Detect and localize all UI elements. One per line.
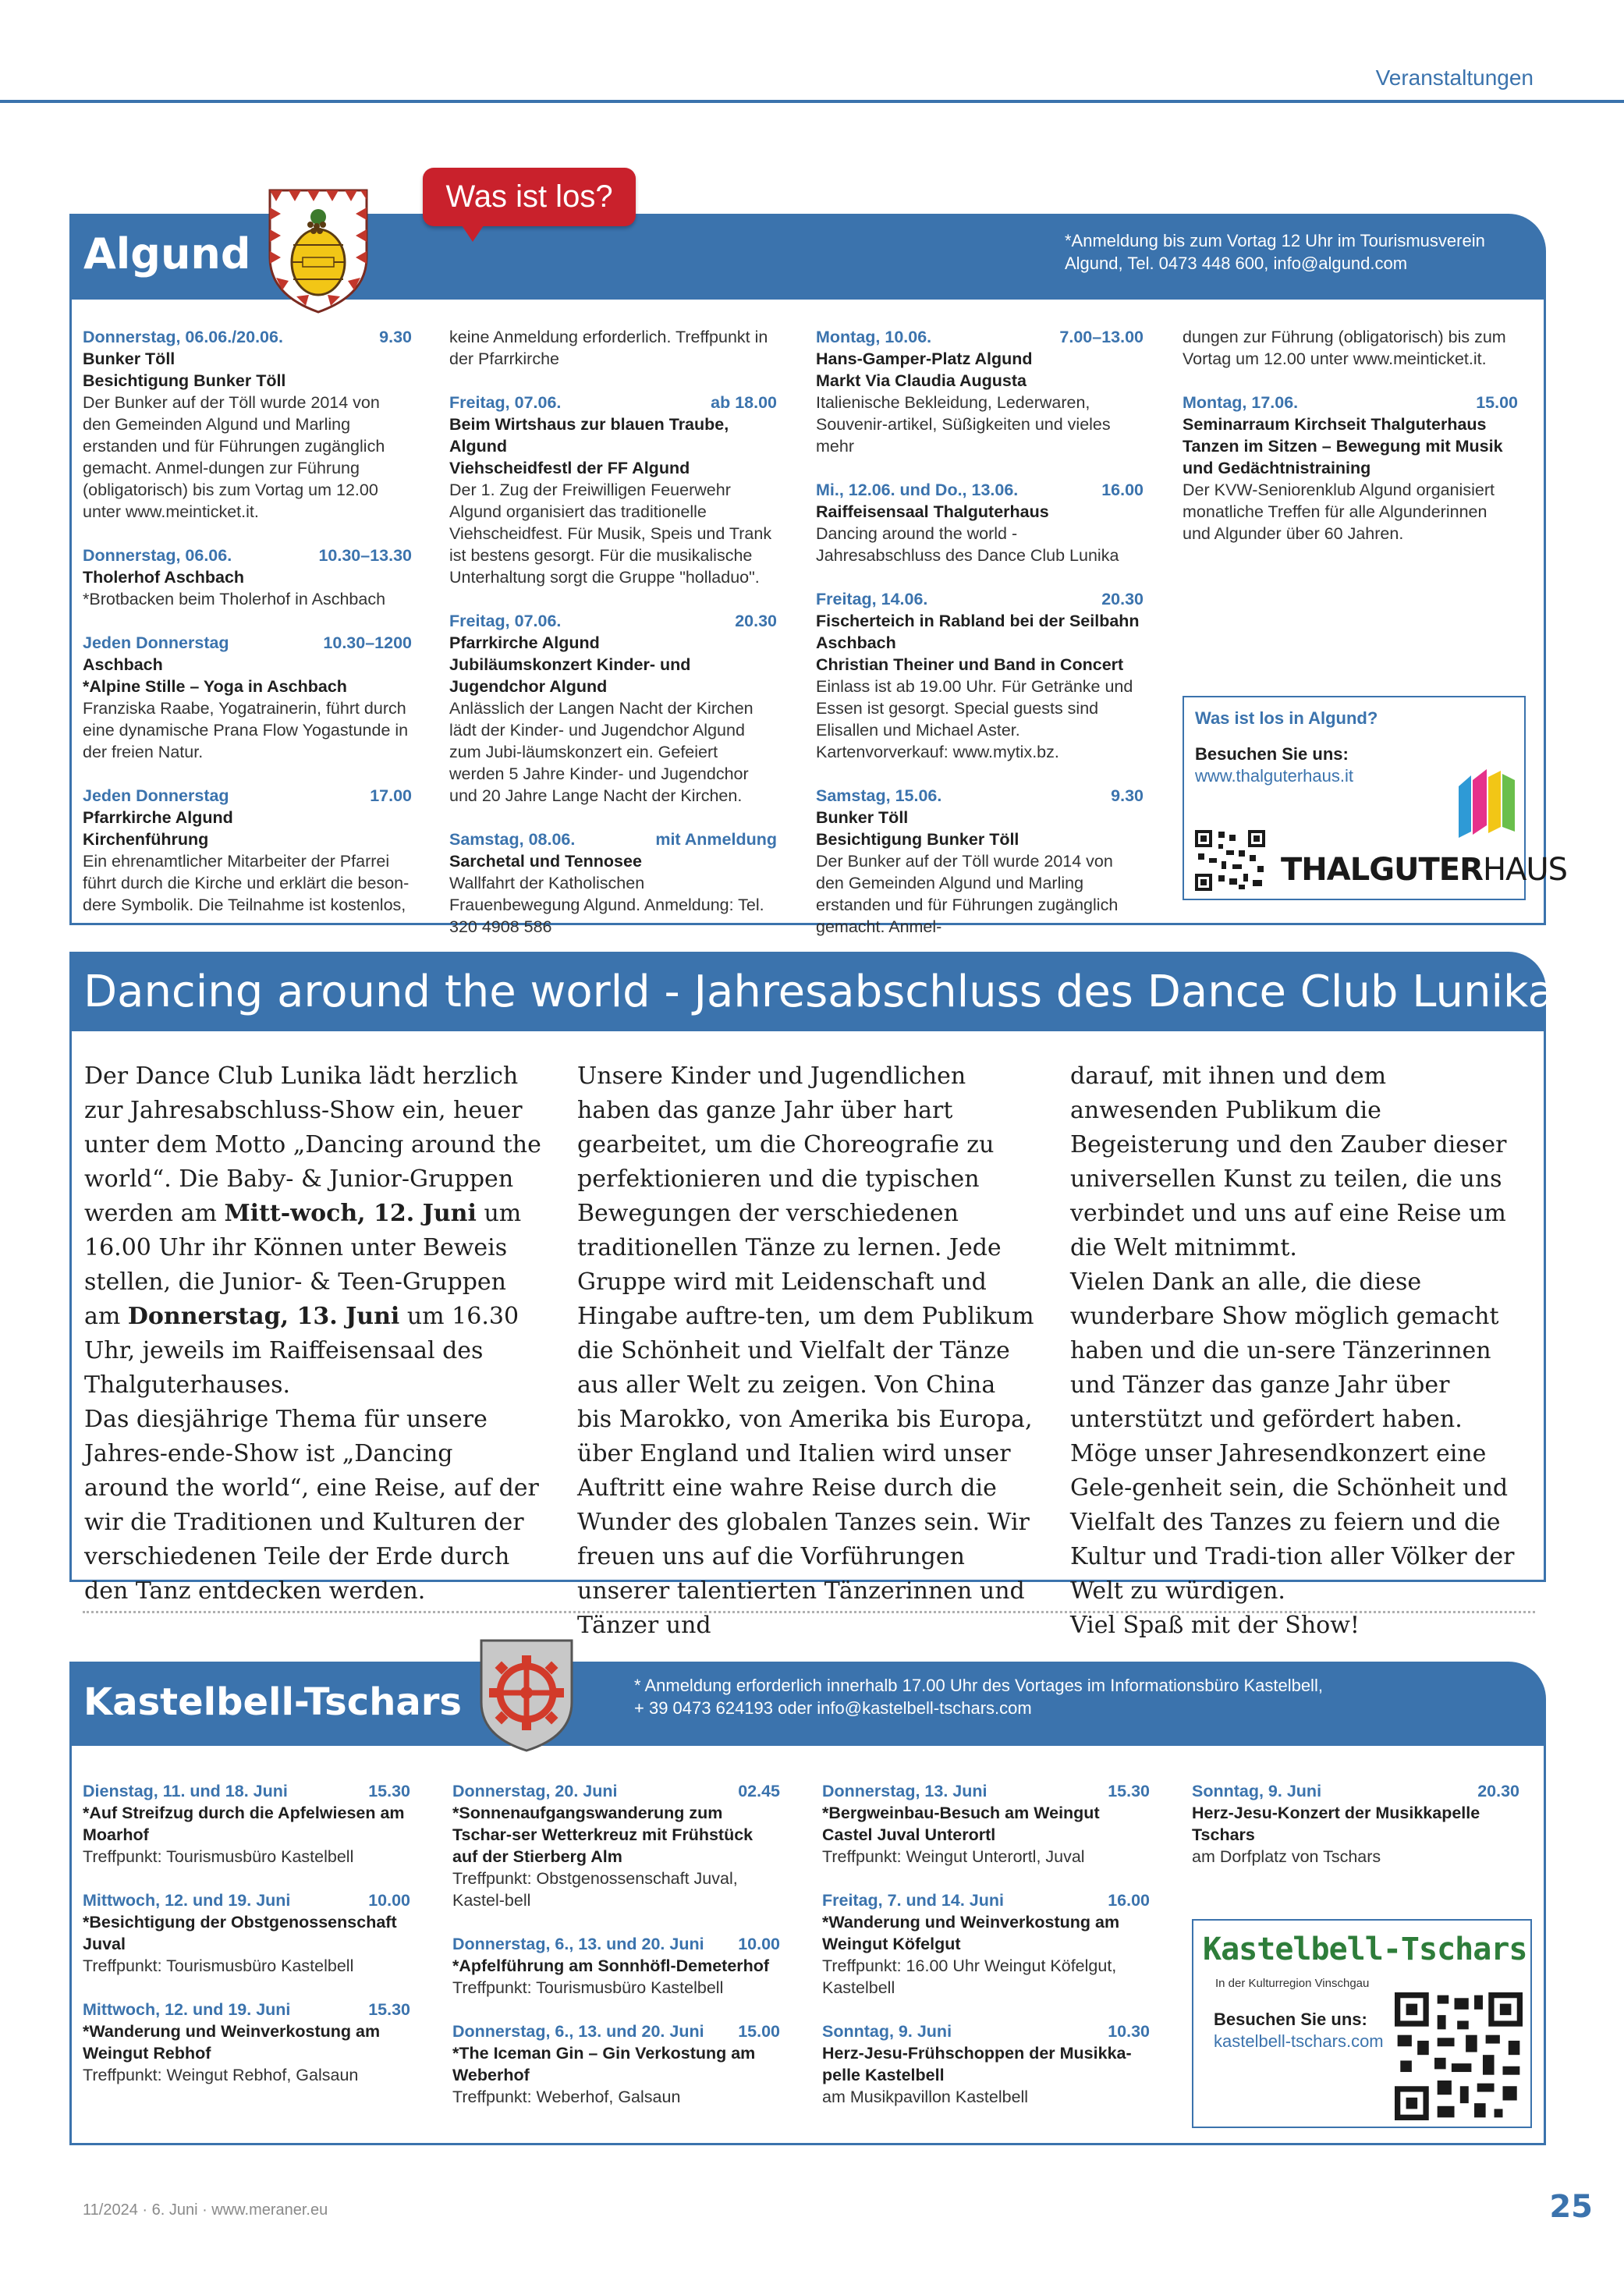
event-description: Der Bunker auf der Töll wurde 2014 von den Gemeinden Algund und Marling erstanden und für Führungen zugänglich gemacht. Anmel-dungen zur Führung (obligatorisch) bis zum Vortag um 12.00 unter www.meinticket.it.	[83, 393, 385, 521]
event-title: Bunker Töll Besichtigung Bunker Töll	[816, 808, 1019, 849]
kastelbell-note-line-1: * Anmeldung erforderlich innerhalb 17.00 Uhr des Vortages im Informationsbüro Kastelbell,	[634, 1676, 1323, 1695]
event-date: Samstag, 08.06.	[449, 830, 576, 849]
event-description: Italienische Bekleidung, Lederwaren, Souvenir-artikel, Süßigkeiten und vieles mehr	[816, 393, 1111, 456]
algund-column-1	[83, 326, 412, 938]
event-description: keine Anmeldung erforderlich. Treffpunkt in der Pfarrkirche	[449, 328, 768, 368]
event-date: Sonntag, 9. Juni	[822, 2022, 952, 2041]
event-item	[83, 545, 412, 610]
algund-column-3	[816, 326, 1144, 960]
event-description: Treffpunkt: Tourismusbüro Kastelbell	[452, 1978, 724, 1997]
event-item	[1183, 326, 1518, 370]
event-date: Jeden Donnerstag	[83, 786, 229, 805]
event-description: Treffpunkt: Tourismusbüro Kastelbell	[83, 1956, 354, 1975]
event-header	[83, 1889, 410, 1911]
event-title: *Besichtigung der Obstgenossenschaft Juval	[83, 1913, 397, 1953]
event-item	[83, 1780, 410, 1868]
kastelbell-banner	[69, 1662, 1546, 1746]
thalguterhaus-wordmark	[1281, 852, 1567, 888]
event-time: 15.30	[368, 1782, 410, 1800]
event-date: Montag, 10.06.	[816, 328, 932, 346]
event-header	[449, 610, 777, 632]
event-date: Donnerstag, 20. Juni	[452, 1782, 618, 1800]
event-title: Tholerhof Aschbach	[83, 568, 245, 587]
wordmark-light: HAUS	[1482, 852, 1568, 888]
event-header	[1192, 1780, 1519, 1802]
algund-note-line-1: *Anmeldung bis zum Vortag 12 Uhr im Tourismusverein	[1065, 231, 1485, 250]
event-date: Jeden Donnerstag	[83, 633, 229, 652]
event-date: Mittwoch, 12. und 19. Juni	[83, 2000, 291, 2019]
feature-text: um 16.30 Uhr, jeweils im Raiffeisensaal des Thalguterhauses.	[84, 1303, 519, 1399]
event-description: Franziska Raabe, Yogatrainerin, führt durch eine dynamische Prana Flow Yogastunde in der freien Natur.	[83, 699, 409, 761]
event-header	[822, 1889, 1150, 1911]
event-title: Seminarraum Kirchseit Thalguterhaus Tanzen im Sitzen – Bewegung mit Musik und Gedächtnistraining	[1183, 415, 1503, 477]
event-title: *Auf Streifzug durch die Apfelwiesen am Moarhof	[83, 1804, 405, 1844]
section-label: Veranstaltungen	[1375, 66, 1534, 90]
kastelbell-infobox	[1192, 1919, 1532, 2128]
event-time: 7.00–13.00	[1059, 328, 1144, 346]
event-item	[449, 326, 777, 370]
page-number: 25	[1549, 2189, 1593, 2225]
kastelbell-column-3	[822, 1780, 1150, 2130]
event-header	[83, 1780, 410, 1802]
event-title: *The Iceman Gin – Gin Verkostung am Weberhof	[452, 2044, 756, 2084]
event-header	[83, 785, 412, 807]
event-title: Pfarrkirche Algund Kirchenführung	[83, 808, 233, 849]
feature-banner	[69, 952, 1555, 1031]
event-header	[816, 785, 1144, 807]
event-time: 15.00	[1476, 393, 1518, 412]
kastelbell-logo: Kastelbell-Tschars	[1203, 1932, 1527, 1967]
infobox-heading: Was ist los in Algund?	[1195, 708, 1378, 728]
event-item	[452, 1780, 780, 1911]
infobox-visit-label: Besuchen Sie uns:	[1195, 744, 1349, 764]
event-header	[449, 392, 777, 413]
event-time: 10.30–13.30	[318, 546, 412, 565]
event-time: 10.30–1200	[323, 633, 412, 652]
kastelbell-title: Kastelbell-Tschars	[83, 1680, 462, 1724]
algund-note	[1065, 229, 1485, 275]
kastelbell-url-link[interactable]: kastelbell-tschars.com	[1214, 2031, 1384, 2051]
feature-text: Vielen Dank an alle, die diese wunderbare Show möglich gemacht haben und die un-sere Tänzerinnen und Tänzer das ganze Jahr über unterstützt und gefördert haben. Möge unser Jahresendkonzert eine Gele-genheit sein, die Schönheit und Vielfalt des Tanzes zu feiern und die Kultur und Tradi-tion aller Völker der Welt zu würdigen.	[1070, 1268, 1515, 1605]
event-date: Sonntag, 9. Juni	[1192, 1782, 1322, 1800]
algund-note-line-2: Algund, Tel. 0473 448 600, info@algund.com	[1065, 254, 1408, 273]
event-header	[452, 2020, 780, 2042]
feature-title: Dancing around the world - Jahresabschluss des Dance Club Lunika	[83, 967, 1555, 1017]
event-date: Donnerstag, 06.06.	[83, 546, 232, 565]
event-header	[816, 326, 1144, 348]
event-time: 10.00	[738, 1935, 780, 1953]
event-description: Wallfahrt der Katholischen Frauenbewegung Algund. Anmeldung: Tel. 320 4908 586	[449, 874, 764, 936]
was-ist-los-bubble: Was ist los?	[423, 168, 636, 226]
event-description: Anlässlich der Langen Nacht der Kirchen lädt der Kinder- und Jugendchor Algund zum Jubi-läumskonzert ein. Gefeiert werden 5 Jahre Kinder- und Jugendchor und 20 Jahre Lange Nacht der Kirchen.	[449, 699, 753, 805]
event-date: Mittwoch, 12. und 19. Juni	[83, 1891, 291, 1910]
event-title: Herz-Jesu-Frühschoppen der Musikka-pelle Kastelbell	[822, 2044, 1132, 2084]
event-time: 15.30	[1108, 1782, 1150, 1800]
algund-column-4	[1183, 326, 1518, 566]
feature-text: Viel Spaß mit der Show!	[1070, 1612, 1360, 1639]
event-header	[449, 828, 777, 850]
event-header	[816, 479, 1144, 501]
event-date: Donnerstag, 06.06./20.06.	[83, 328, 283, 346]
event-time: 20.30	[1477, 1782, 1519, 1800]
event-description: Treffpunkt: Tourismusbüro Kastelbell	[83, 1847, 354, 1866]
event-date: Donnerstag, 6., 13. und 20. Juni	[452, 2022, 704, 2041]
event-item	[449, 610, 777, 807]
event-description: Treffpunkt: Obstgenossenschaft Juval, Kastel-bell	[452, 1869, 738, 1910]
event-title: Fischerteich in Rabland bei der Seilbahn Aschbach Christian Theiner und Band in Concert	[816, 612, 1140, 674]
event-item	[452, 2020, 780, 2108]
event-item	[816, 588, 1144, 763]
event-item	[822, 2020, 1150, 2108]
event-title: *Wanderung und Weinverkostung am Weingut Rebhof	[83, 2022, 381, 2063]
event-item	[822, 1889, 1150, 1999]
event-description: Treffpunkt: Weingut Rebhof, Galsaun	[83, 2066, 359, 2084]
event-description: *Brotbacken beim Tholerhof in Aschbach	[83, 590, 386, 608]
footer-issue: 11/2024 · 6. Juni · www.meraner.eu	[83, 2201, 328, 2219]
event-date: Montag, 17.06.	[1183, 393, 1299, 412]
event-header	[452, 1780, 780, 1802]
event-title: *Apfelführung am Sonnhöfl-Demeterhof	[452, 1956, 770, 1975]
event-description: Einlass ist ab 19.00 Uhr. Für Getränke und Essen ist gesorgt. Special guests sind Elisallen und Michael Aster. Kartenvorverkauf: www.mytix.bz.	[816, 677, 1133, 761]
event-title: Sarchetal und Tennosee	[449, 852, 642, 871]
feature-column-2	[577, 1059, 1034, 1643]
event-time: 20.30	[1101, 590, 1144, 608]
event-time: 9.30	[1111, 786, 1144, 805]
event-time: 02.45	[738, 1782, 780, 1800]
event-time: 16.00	[1108, 1891, 1150, 1910]
event-description: Dancing around the world - Jahresabschluss des Dance Club Lunika	[816, 524, 1119, 565]
event-item	[83, 1999, 410, 2086]
algund-title: Algund	[83, 229, 251, 278]
kastelbell-note-line-2: + 39 0473 624193 oder info@kastelbell-tschars.com	[634, 1698, 1032, 1718]
kastelbell-crest-icon	[477, 1637, 576, 1754]
infobox-url-link[interactable]: www.thalguterhaus.it	[1195, 766, 1353, 786]
event-title: *Sonnenaufgangswanderung zum Tschar-ser Wetterkreuz mit Frühstück auf der Stierberg Alm	[452, 1804, 753, 1866]
event-time: 10.30	[1108, 2022, 1150, 2041]
event-title: Raiffeisensaal Thalguterhaus	[816, 502, 1049, 521]
event-title: *Bergweinbau-Besuch am Weingut Castel Juval Unterortl	[822, 1804, 1100, 1844]
event-description: Ein ehrenamtlicher Mitarbeiter der Pfarrei führt durch die Kirche und erklärt die beson-dere Symbolik. Die Teilnahme ist kostenlos,	[83, 852, 410, 914]
event-time: 15.00	[738, 2022, 780, 2041]
event-description: Treffpunkt: Weberhof, Galsaun	[452, 2088, 681, 2106]
event-date: Freitag, 14.06.	[816, 590, 928, 608]
algund-column-2	[449, 326, 777, 960]
event-item	[816, 785, 1144, 938]
event-description: Der KVW-Seniorenklub Algund organisiert monatliche Treffen für alle Algunderinnen und Algunder über 60 Jahren.	[1183, 481, 1495, 543]
event-header	[822, 2020, 1150, 2042]
event-item	[822, 1780, 1150, 1868]
event-header	[452, 1933, 780, 1955]
event-item	[83, 1889, 410, 1977]
event-description: Der Bunker auf der Töll wurde 2014 von den Gemeinden Algund und Marling erstanden und für Führungen zugänglich gemacht. Anmel-	[816, 852, 1119, 936]
event-item	[83, 326, 412, 523]
event-description: am Dorfplatz von Tschars	[1192, 1847, 1381, 1866]
event-item	[816, 479, 1144, 566]
event-time: 16.00	[1101, 481, 1144, 499]
event-title: Hans-Gamper-Platz Algund Markt Via Claudia Augusta	[816, 349, 1033, 390]
header-rule	[0, 100, 1624, 103]
event-header	[816, 588, 1144, 610]
event-date: Dienstag, 11. und 18. Juni	[83, 1782, 288, 1800]
feature-text: Der Dance Club Lunika lädt herzlich zur Jahresabschluss-Show ein, heuer unter dem Motto „Dancing around the world“. Die Baby- & Junior-Gruppen werden am	[84, 1062, 541, 1227]
event-title: Pfarrkirche Algund Jubiläumskonzert Kinder- und Jugendchor Algund	[449, 633, 691, 696]
event-item	[1192, 1780, 1519, 1868]
event-time: mit Anmeldung	[655, 830, 777, 849]
event-date: Mi., 12.06. und Do., 13.06.	[816, 481, 1019, 499]
bubble-tail	[460, 223, 485, 242]
thalguterhaus-infobox	[1183, 696, 1568, 900]
event-header	[1183, 392, 1518, 413]
kastelbell-tagline: In der Kulturregion Vinschgau	[1215, 1977, 1370, 1990]
event-title: Beim Wirtshaus zur blauen Traube, Algund Viehscheidfestl der FF Algund	[449, 415, 729, 477]
event-title: *Wanderung und Weinverkostung am Weingut Köfelgut	[822, 1913, 1120, 1953]
event-header	[83, 326, 412, 348]
thalguterhaus-logo-icon	[1456, 769, 1518, 838]
event-date: Freitag, 07.06.	[449, 393, 562, 412]
event-item	[452, 1933, 780, 1999]
kastelbell-column-4	[1192, 1780, 1519, 1889]
event-time: 9.30	[379, 328, 412, 346]
feature-date-1: Mitt-woch, 12. Juni	[224, 1200, 477, 1227]
event-date: Freitag, 07.06.	[449, 612, 562, 630]
event-time: 15.30	[368, 2000, 410, 2019]
event-date: Donnerstag, 6., 13. und 20. Juni	[452, 1935, 704, 1953]
event-description: dungen zur Führung (obligatorisch) bis zum Vortag um 12.00 unter www.meinticket.it.	[1183, 328, 1506, 368]
qr-code-icon	[1195, 830, 1265, 891]
qr-code-icon	[1395, 1992, 1523, 2120]
feature-text: Unsere Kinder und Jugendlichen haben das ganze Jahr über hart gearbeitet, um die Choreografie zu perfektionieren und die typischen Bewegungen der verschiedenen traditionellen Tänze zu lernen. Jede Gruppe wird mit Leidenschaft und Hingabe auftre-ten, um dem Publikum die Schönheit und Vielfalt der Tänze aus aller Welt zu zeigen. Von China bis Marokko, von Amerika bis Europa, über England und Italien wird unser Auftritt eine wahre Reise durch die Wunder des globalen Tanzes sein. Wir freuen uns auf die Vorführungen unserer talentierten Tänzerinnen und Tänzer und	[577, 1062, 1034, 1639]
event-time: 17.00	[370, 786, 412, 805]
event-description: Treffpunkt: Weingut Unterortl, Juval	[822, 1847, 1085, 1866]
event-time: 10.00	[368, 1891, 410, 1910]
feature-text: Das diesjährige Thema für unsere Jahres-ende-Show ist „Dancing around the world“, eine Reise, auf der wir die Traditionen und Kulturen der verschiedenen Teile der Erde durch den Tanz entdecken werden.	[84, 1406, 539, 1605]
feature-text: darauf, mit ihnen und dem anwesenden Publikum die Begeisterung und den Zauber dieser universellen Kunst zu teilen, die uns verbindet und uns auf eine Reise um die Welt mitnimmt.	[1070, 1062, 1507, 1261]
event-time: ab 18.00	[711, 393, 777, 412]
kastelbell-column-2	[452, 1780, 780, 2130]
section-divider	[83, 1611, 1535, 1613]
event-header	[822, 1780, 1150, 1802]
event-date: Samstag, 15.06.	[816, 786, 942, 805]
event-item	[83, 632, 412, 763]
event-item	[449, 392, 777, 588]
event-title: Aschbach *Alpine Stille – Yoga in Aschbach	[83, 655, 347, 696]
event-time: 20.30	[735, 612, 777, 630]
event-header	[83, 545, 412, 566]
kastelbell-note	[634, 1674, 1323, 1719]
kastelbell-visit-label: Besuchen Sie uns:	[1214, 2010, 1367, 2029]
wordmark-bold: THALGUTER	[1281, 852, 1483, 888]
event-date: Donnerstag, 13. Juni	[822, 1782, 988, 1800]
kastelbell-column-1	[83, 1780, 410, 2108]
event-item	[449, 828, 777, 938]
event-date: Freitag, 7. und 14. Juni	[822, 1891, 1004, 1910]
event-item	[816, 326, 1144, 457]
event-description: Treffpunkt: 16.00 Uhr Weingut Köfelgut, Kastelbell	[822, 1956, 1117, 1997]
feature-column-1	[84, 1059, 541, 1609]
feature-date-2: Donnerstag, 13. Juni	[127, 1303, 400, 1330]
event-title: Herz-Jesu-Konzert der Musikkapelle Tschars	[1192, 1804, 1480, 1844]
event-title: Bunker Töll Besichtigung Bunker Töll	[83, 349, 286, 390]
event-description: am Musikpavillon Kastelbell	[822, 2088, 1029, 2106]
algund-crest-icon	[265, 186, 371, 315]
event-header	[83, 632, 412, 654]
event-item	[83, 785, 412, 916]
feature-text: um 16.00 Uhr ihr Können unter Beweis stellen, die Junior- & Teen-Gruppen am	[84, 1200, 522, 1330]
event-header	[83, 1999, 410, 2020]
event-description: Der 1. Zug der Freiwilligen Feuerwehr Algund organisiert das traditionelle Viehscheidfest. Für Musik, Speis und Trank ist bestens gesorgt. Für die musikalische Unterhaltung sorgt die Gruppe "holladuo".	[449, 481, 772, 587]
feature-column-3	[1070, 1059, 1527, 1643]
event-item	[1183, 392, 1518, 545]
